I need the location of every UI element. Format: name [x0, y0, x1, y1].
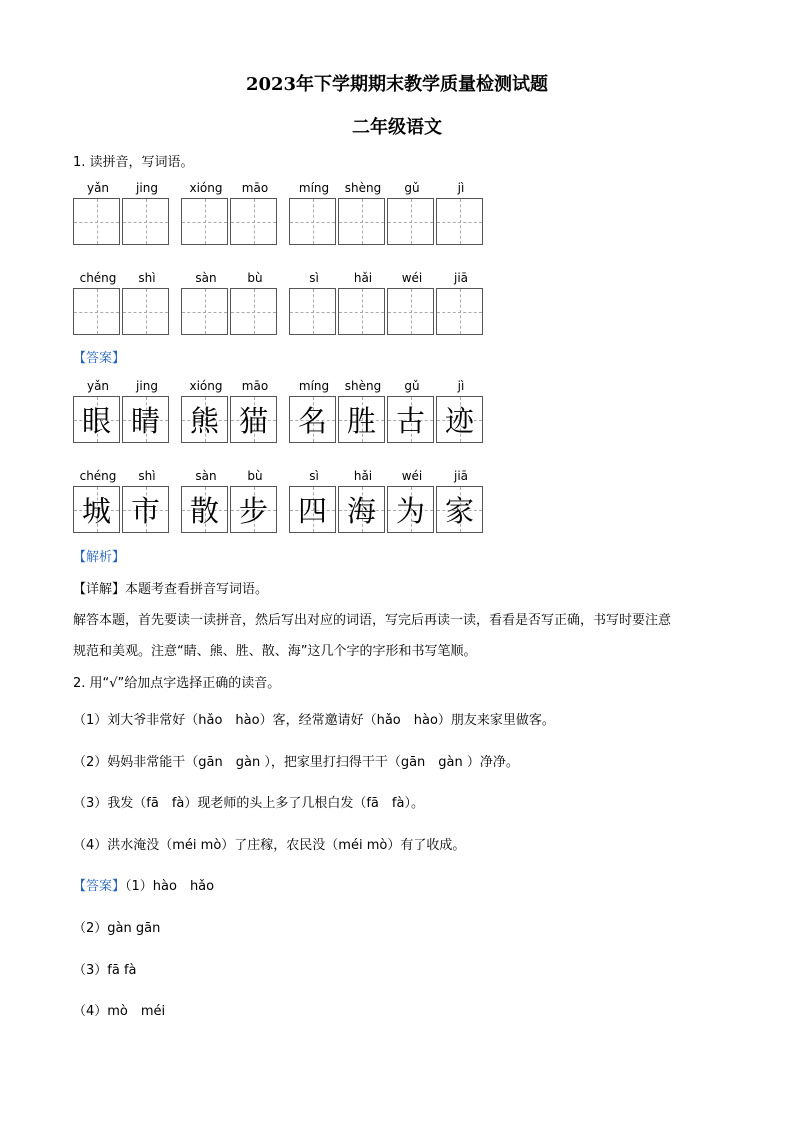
pinyin-label: wéi — [401, 271, 423, 285]
writing-cell[interactable] — [73, 288, 120, 335]
answer-character: 四 — [297, 494, 327, 528]
pinyin-label: shèng — [344, 181, 382, 195]
pinyin-label: jiā — [453, 271, 469, 285]
writing-cell[interactable] — [436, 198, 483, 245]
pinyin-label: xióng — [189, 379, 223, 393]
answer-character-cell — [230, 396, 277, 443]
pinyin-label: jì — [457, 181, 465, 195]
answer-character: 海 — [346, 494, 376, 528]
answer-character: 熊 — [189, 404, 219, 438]
writing-cell[interactable] — [73, 198, 120, 245]
answer-character: 城 — [81, 494, 111, 528]
answer-character-cell — [387, 486, 434, 533]
pinyin-label: yǎn — [86, 181, 110, 195]
answer-character-cell — [338, 396, 385, 443]
answer-character-cell — [122, 486, 169, 533]
answer-character: 迹 — [444, 404, 474, 438]
writing-cell[interactable] — [338, 288, 385, 335]
pinyin-label: jing — [136, 181, 158, 195]
writing-cell[interactable] — [387, 288, 434, 335]
answer-character: 猫 — [238, 404, 268, 438]
answer-character-cell — [73, 486, 120, 533]
answer-item: （1）hào hǎo — [125, 879, 215, 894]
detail-label: 【详解】 — [73, 582, 126, 597]
writing-cell[interactable] — [122, 288, 169, 335]
answer-character-cell — [436, 396, 483, 443]
writing-cell[interactable] — [122, 198, 169, 245]
writing-cell[interactable] — [338, 198, 385, 245]
question-2-answer-line — [73, 875, 214, 894]
answer-character: 步 — [238, 494, 268, 528]
writing-cell[interactable] — [230, 198, 277, 245]
answer-character: 家 — [444, 494, 474, 528]
pinyin-label: sì — [309, 271, 319, 285]
pinyin-label: yǎn — [86, 379, 110, 393]
answer-character-cell — [387, 396, 434, 443]
pinyin-label: jing — [136, 379, 158, 393]
writing-cell[interactable] — [289, 288, 336, 335]
pinyin-label: sàn — [195, 469, 217, 483]
answer-character: 为 — [395, 494, 425, 528]
pinyin-label: shì — [138, 469, 156, 483]
answer-character-cell — [289, 486, 336, 533]
answer-character: 名 — [297, 404, 327, 438]
answer-character: 古 — [395, 404, 425, 438]
pinyin-label: wéi — [401, 469, 423, 483]
pinyin-label: bù — [247, 271, 263, 285]
answer-item: （2）gàn gān — [73, 921, 161, 936]
pinyin-label: míng — [298, 379, 330, 393]
answer-character: 胜 — [346, 404, 376, 438]
writing-cell[interactable] — [230, 288, 277, 335]
analysis-label: 【解析】 — [73, 550, 126, 565]
pinyin-label: gǔ — [404, 181, 420, 195]
writing-cell[interactable] — [289, 198, 336, 245]
answer-character: 散 — [189, 494, 219, 528]
answer-character-cell — [181, 396, 228, 443]
question-2-item: （3）我发（fā fà）现老师的头上多了几根白发（fā fà）。 — [73, 796, 424, 811]
writing-cell[interactable] — [181, 288, 228, 335]
answer-character: 睛 — [130, 404, 160, 438]
question-2-item: （2）妈妈非常能干（gān gàn ），把家里打扫得干干（gān gàn ）净净。 — [73, 755, 519, 770]
pinyin-label: xióng — [189, 181, 223, 195]
pinyin-label: sì — [309, 469, 319, 483]
answer-character: 市 — [130, 494, 160, 528]
pinyin-label: bù — [247, 469, 263, 483]
explanation-line-1: 解答本题，首先要读一读拼音，然后写出对应的词语，写完后再读一读，看看是否写正确，书写时要注意 — [73, 613, 672, 628]
pinyin-label: shèng — [344, 379, 382, 393]
question-1-prompt: 1. 读拼音，写词语。 — [73, 155, 194, 170]
answer-character-cell — [73, 396, 120, 443]
page-subtitle: 二年级语文 — [352, 117, 442, 138]
answer-character-cell — [289, 396, 336, 443]
answer-item: （4）mò méi — [73, 1004, 166, 1019]
page-title: 2023年下学期期末教学质量检测试题 — [245, 74, 549, 95]
writing-cell[interactable] — [387, 198, 434, 245]
answer-character: 眼 — [81, 404, 111, 438]
pinyin-label: hǎi — [353, 469, 373, 483]
question-2-item: （4）洪水淹没（méi mò）了庄稼，农民没（méi mò）有了收成。 — [73, 838, 466, 853]
question-2-item: （1）刘大爷非常好（hǎo hào）客，经常邀请好（hǎo hào）朋友来家里做客。 — [73, 713, 555, 728]
pinyin-label: māo — [241, 379, 269, 393]
writing-cell[interactable] — [181, 198, 228, 245]
answer-character-cell — [338, 486, 385, 533]
detail-text: 本题考查看拼音写词语。 — [125, 582, 269, 597]
answer-item: （3）fā fà — [73, 963, 137, 978]
explanation-line-2: 规范和美观。注意“睛、熊、胜、散、海”这几个字的字形和书写笔顺。 — [73, 644, 477, 659]
pinyin-label: shì — [138, 271, 156, 285]
answer-character-cell — [181, 486, 228, 533]
writing-cell[interactable] — [436, 288, 483, 335]
answer-character-cell — [436, 486, 483, 533]
pinyin-label: jiā — [453, 469, 469, 483]
pinyin-label: jì — [457, 379, 465, 393]
question-2-prompt: 2. 用“√”给加点字选择正确的读音。 — [73, 676, 281, 691]
answer-character-cell — [122, 396, 169, 443]
pinyin-label: chéng — [79, 469, 117, 483]
detail-line — [73, 578, 268, 597]
answer-label: 【答案】 — [73, 879, 126, 894]
pinyin-label: gǔ — [404, 379, 420, 393]
pinyin-label: míng — [298, 181, 330, 195]
pinyin-label: māo — [241, 181, 269, 195]
pinyin-label: chéng — [79, 271, 117, 285]
pinyin-label: sàn — [195, 271, 217, 285]
answer-label: 【答案】 — [73, 351, 126, 366]
answer-character-cell — [230, 486, 277, 533]
pinyin-label: hǎi — [353, 271, 373, 285]
